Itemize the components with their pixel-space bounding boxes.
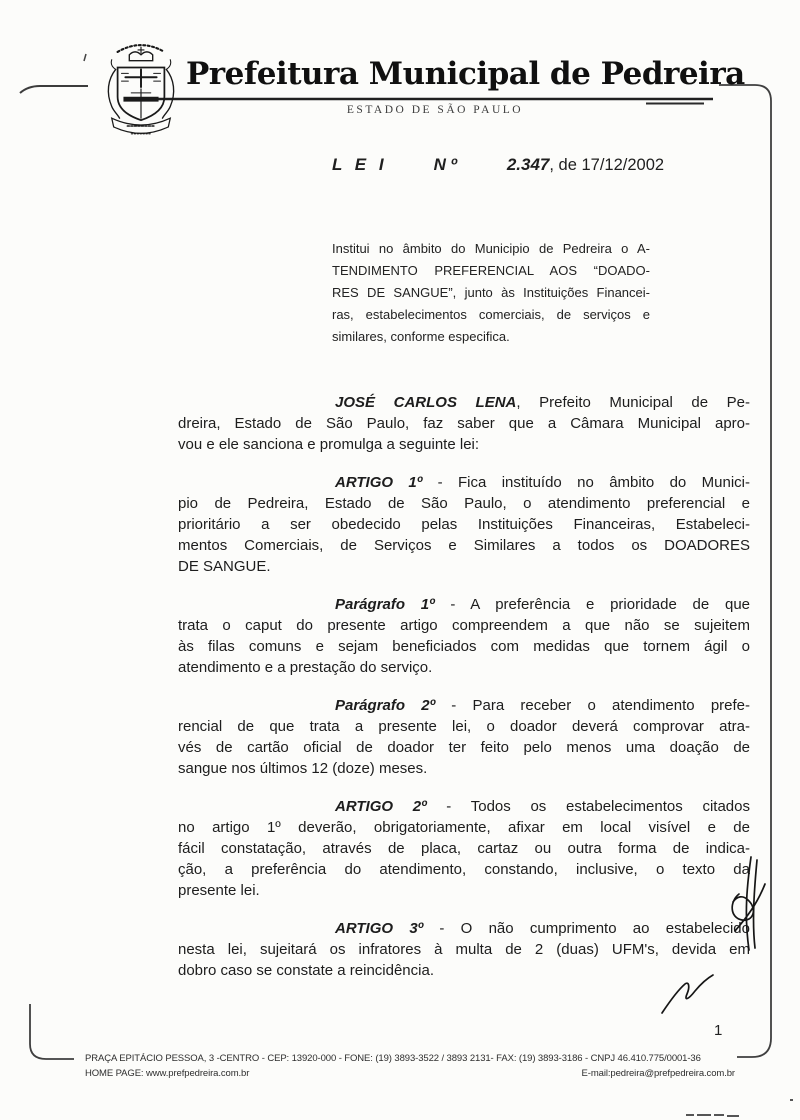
summary-line: Institui no âmbito do Municipio de Pedreira o A-: [332, 241, 650, 256]
paragraph-lines: [178, 615, 750, 678]
paragraph-lead: JOSÉ CARLOS LENA: [335, 394, 517, 411]
scan-artifact-marks: [686, 1100, 793, 1116]
paragraph-first-line: [178, 392, 750, 413]
paragraph-line: presente lei.: [178, 882, 260, 899]
paragraph-first-rest: - O não cumprimento ao estabelecido: [423, 920, 750, 937]
paragraph: [178, 594, 750, 678]
paragraph-lead: Parágrafo 2º: [335, 697, 436, 714]
paragraph-line: vou e ele sanciona e promulga a seguinte lei:: [178, 436, 480, 453]
paragraph-line: nesta lei, sujeitará os infratores à multa de 2 (duas) UFM's, devida em: [178, 941, 750, 958]
paragraph-first-line: [178, 594, 750, 615]
paragraph: [178, 392, 750, 455]
paragraph-lines: [178, 493, 750, 577]
law-number: 2.347: [506, 155, 550, 174]
paragraph-lines: [178, 413, 750, 455]
paragraph-line: dreira, Estado de São Paulo, faz saber que a Câmara Municipal apro-: [178, 415, 750, 432]
paragraph-lead: ARTIGO 3º: [335, 920, 424, 937]
summary-line: TENDIMENTO PREFERENCIAL AOS “DOADO-: [332, 263, 650, 278]
law-body: [178, 392, 750, 998]
paragraph-first-line: [178, 918, 750, 939]
paragraph-lead: ARTIGO 1º: [335, 474, 423, 491]
paragraph-line: pio de Pedreira, Estado de São Paulo, o atendimento preferencial e: [178, 495, 750, 512]
summary-line: similares, conforme especifica.: [332, 329, 510, 344]
footer-email: E-mail:pedreira@prefpedreira.com.br: [581, 1068, 735, 1079]
paragraph-lead: ARTIGO 2º: [335, 798, 427, 815]
law-date: , de 17/12/2002: [549, 156, 665, 174]
paragraph-first-rest: - A preferência e prioridade de que: [434, 596, 751, 613]
paragraph: [178, 695, 750, 779]
header-subtitle: ESTADO DE SÃO PAULO: [346, 104, 524, 116]
paragraph-line: prioritário a ser obedecido pelas Instituições Financeiras, Estabeleci-: [178, 516, 750, 533]
paragraph-first-rest: , Prefeito Municipal de Pe-: [516, 394, 750, 411]
paragraph-line: rencial de que trata a presente lei, o doador deverá comprovar atra-: [178, 718, 750, 735]
paragraph-line: mentos Comerciais, de Serviços e Similares a todos os DOADORES: [178, 537, 750, 554]
paragraph-line: vés de cartão oficial de doador ter feito pelo menos uma doação de: [178, 739, 750, 756]
paragraph-line: fácil constatação, através de placa, cartaz ou outra forma de indica-: [178, 840, 750, 857]
paragraph: [178, 918, 750, 981]
coat-of-arms-icon: [102, 36, 180, 138]
paragraph-first-line: [178, 796, 750, 817]
paragraph-lines: [178, 939, 750, 981]
page-number: 1: [714, 1022, 723, 1039]
header-title: Prefeitura Municipal de Pedreira: [186, 56, 745, 92]
paragraph-first-line: [178, 472, 750, 493]
paragraph-lines: [178, 817, 750, 901]
law-heading: [332, 155, 664, 175]
paragraph-first-rest: - Todos os estabelecimentos citados: [426, 798, 750, 815]
paragraph: [178, 472, 750, 577]
paragraph-line: DE SANGUE.: [178, 558, 271, 575]
summary-line: ras, estabelecimentos comerciais, de serviços e: [332, 307, 650, 322]
footer-homepage: HOME PAGE: www.prefpedreira.com.br: [85, 1068, 250, 1079]
paragraph-first-line: [178, 695, 750, 716]
paragraph-first-rest: - Para receber o atendimento prefe-: [435, 697, 751, 714]
law-summary: [332, 238, 650, 348]
paragraph-line: no artigo 1º deverão, obrigatoriamente, afixar em local visível e de: [178, 819, 750, 836]
law-label: L E I: [332, 155, 388, 174]
paragraph-line: trata o caput do presente artigo compreendem a que não se sujeitem: [178, 617, 750, 634]
paragraph: [178, 796, 750, 901]
summary-line: RES DE SANGUE”, junto às Instituições Financei-: [332, 285, 650, 300]
paragraph-line: sangue nos últimos 12 (doze) meses.: [178, 760, 428, 777]
footer-address: PRAÇA EPITÁCIO PESSOA, 3 -CENTRO - CEP: 13920-000 - FONE: (19) 3893-3522 / 3893 2131- FAX: (19) 3893-3186 - CNPJ 46.410.775/0001-36: [85, 1053, 701, 1064]
paragraph-line: às filas comuns e sejam beneficiados com medidas que tornem ágil o: [178, 638, 750, 655]
paragraph-lines: [178, 716, 750, 779]
law-number-label: N º: [433, 155, 457, 174]
paragraph-line: dobro caso se constate a reincidência.: [178, 962, 434, 979]
paragraph-line: atendimento e a prestação do serviço.: [178, 659, 433, 676]
paragraph-lead: Parágrafo 1º: [335, 596, 435, 613]
paragraph-first-rest: - Fica instituído no âmbito do Munici-: [422, 474, 750, 491]
paragraph-line: ção, a preferência do atendimento, constando, inclusive, o texto da: [178, 861, 750, 878]
